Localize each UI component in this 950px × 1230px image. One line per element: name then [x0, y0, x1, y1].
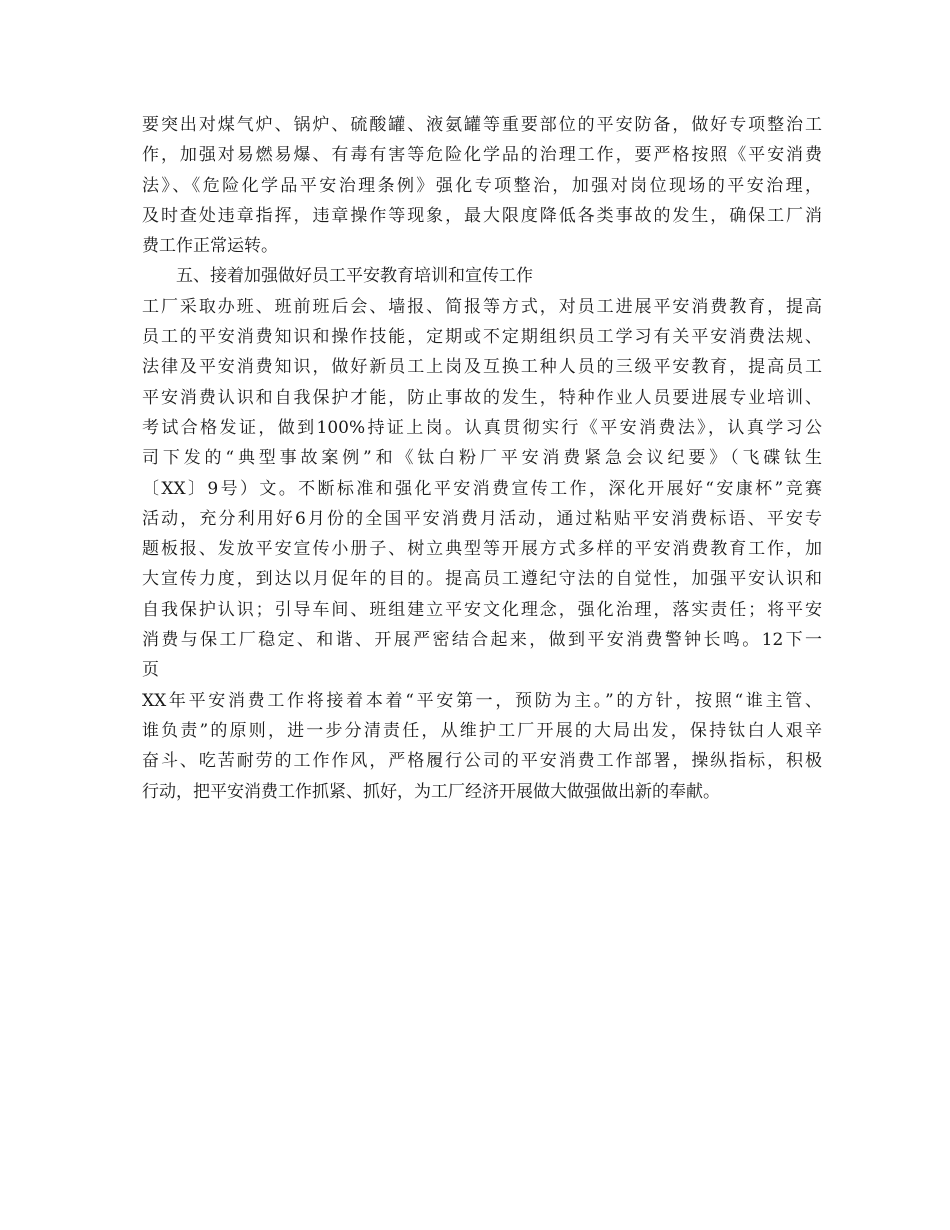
text-line: XX年平安消费工作将接着本着“平安第一，预防为主。”的方针，按照“谁主管、 [142, 690, 822, 711]
text-line: 考试合格发证，做到100%持证上岗。认真贯彻实行《平安消费法》，认真学习公 [142, 417, 822, 438]
text-line: 法律及平安消费知识，做好新员工上岗及互换工种人员的三级平安教育，提高员工 [142, 357, 822, 378]
text-line: 要突出对煤气炉、锅炉、硫酸罐、液氨罐等重要部位的平安防备，做好专项整治工 [142, 115, 822, 135]
text-line: 活动，充分利用好6月份的全国平安消费月活动，通过粘贴平安消费标语、平安专 [142, 508, 822, 529]
text-line: 及时查处违章指挥，违章操作等现象，最大限度降低各类事故的发生，确保工厂消 [142, 205, 822, 226]
document-body [142, 110, 822, 807]
section-heading: 五、接着加强做好员工平安教育培训和宣传工作 [176, 266, 533, 287]
text-line: 自我保护认识；引导车间、班组建立平安文化理念，强化治理，落实责任；将平安 [142, 599, 822, 620]
text-line: 谁负责”的原则，进一步分清责任，从维护工厂开展的大局出发，保持钛白人艰辛 [142, 720, 822, 741]
text-line: 〔XX〕9号）文。不断标准和强化平安消费宣传工作，深化开展好“安康杯”竞赛 [142, 478, 822, 499]
text-line: 页 [142, 660, 159, 681]
text-line: 题板报、发放平安宣传小册子、树立典型等开展方式多样的平安消费教育工作，加 [142, 539, 822, 560]
text-line: 费工作正常运转。 [142, 236, 278, 257]
text-line: 司下发的“典型事故案例”和《钛白粉厂平安消费紧急会议纪要》（飞碟钛生 [142, 448, 822, 469]
text-line: 大宣传力度，到达以月促年的目的。提高员工遵纪守法的自觉性，加强平安认识和 [142, 569, 822, 590]
text-line: 消费与保工厂稳定、和谐、开展严密结合起来，做到平安消费警钟长鸣。12下一 [142, 630, 822, 651]
text-line: 平安消费认识和自我保护才能，防止事故的发生，特种作业人员要进展专业培训、 [142, 387, 822, 408]
text-line: 员工的平安消费知识和操作技能，定期或不定期组织员工学习有关平安消费法规、 [142, 327, 822, 348]
text-line: 作，加强对易燃易爆、有毒有害等危险化学品的治理工作，要严格按照《平安消费 [142, 145, 822, 166]
text-line: 法》、《危险化学品平安治理条例》强化专项整治，加强对岗位现场的平安治理， [142, 175, 822, 196]
text-line: 行动，把平安消费工作抓紧、抓好，为工厂经济开展做大做强做出新的奉献。 [142, 781, 720, 802]
text-line: 工厂采取办班、班前班后会、墙报、简报等方式，对员工进展平安消费教育，提高 [142, 296, 822, 317]
text-line: 奋斗、吃苦耐劳的工作作风，严格履行公司的平安消费工作部署，操纵指标，积极 [142, 751, 822, 772]
